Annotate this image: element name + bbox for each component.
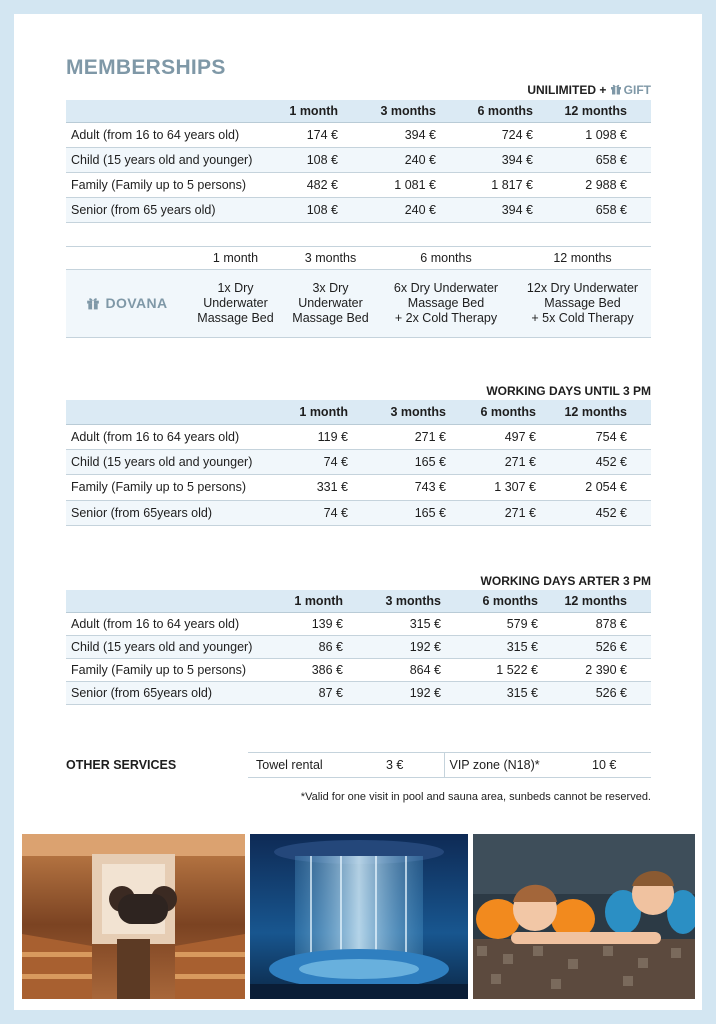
row-label: Family (Family up to 5 persons) bbox=[66, 658, 266, 681]
header-cell: 3 months bbox=[372, 400, 470, 424]
row-label: Adult (from 16 to 64 years old) bbox=[66, 424, 266, 449]
table-row bbox=[66, 424, 651, 449]
other-services-table bbox=[248, 752, 651, 778]
table-header-row bbox=[66, 590, 651, 612]
kids-in-pool-photo bbox=[473, 834, 695, 999]
service-name: VIP zone (N18)* bbox=[444, 753, 582, 778]
price-cell: 139 € bbox=[266, 612, 367, 635]
price-cell: 482 € bbox=[266, 172, 362, 197]
price-cell: 2 988 € bbox=[557, 172, 651, 197]
price-cell: 1 098 € bbox=[557, 122, 651, 147]
price-cell: 240 € bbox=[362, 147, 460, 172]
table-header-row bbox=[66, 100, 651, 122]
footnote: *Valid for one visit in pool and sauna area, sunbeds cannot be reserved. bbox=[300, 791, 651, 803]
unlimited-table bbox=[66, 100, 651, 223]
price-cell: 315 € bbox=[465, 635, 562, 658]
header-cell bbox=[66, 247, 188, 270]
header-cell: 12 months bbox=[562, 590, 651, 612]
row-label: Child (15 years old and younger) bbox=[66, 635, 266, 658]
dovana-row bbox=[66, 270, 651, 338]
price-cell: 394 € bbox=[460, 197, 557, 222]
gift-icon bbox=[86, 296, 100, 310]
header-cell: 6 months bbox=[470, 400, 560, 424]
dovana-line: Massage Bed bbox=[292, 311, 369, 325]
gift-icon bbox=[610, 83, 622, 95]
table-row bbox=[66, 612, 651, 635]
dovana-line: Underwater bbox=[298, 296, 363, 310]
dovana-line: Massage Bed bbox=[407, 296, 485, 310]
unlimited-caption bbox=[527, 83, 651, 97]
price-cell: 165 € bbox=[372, 449, 470, 474]
header-cell bbox=[66, 100, 266, 122]
row-label: Senior (from 65years old) bbox=[66, 500, 266, 525]
price-cell: 271 € bbox=[470, 500, 560, 525]
header-cell: 3 months bbox=[367, 590, 465, 612]
table-row bbox=[66, 474, 651, 500]
price-cell: 74 € bbox=[266, 500, 372, 525]
price-cell: 108 € bbox=[266, 147, 362, 172]
price-cell: 878 € bbox=[562, 612, 651, 635]
price-cell: 452 € bbox=[560, 449, 651, 474]
table-row bbox=[66, 197, 651, 222]
until3-table bbox=[66, 400, 651, 526]
header-cell: 1 month bbox=[188, 247, 283, 270]
service-name: Towel rental bbox=[248, 753, 376, 778]
header-cell: 6 months bbox=[378, 247, 514, 270]
header-cell: 12 months bbox=[557, 100, 651, 122]
row-label: Adult (from 16 to 64 years old) bbox=[66, 612, 266, 635]
price-cell: 394 € bbox=[460, 147, 557, 172]
price-cell: 2 054 € bbox=[560, 474, 651, 500]
price-cell: 452 € bbox=[560, 500, 651, 525]
price-cell: 87 € bbox=[266, 681, 367, 704]
water-curtain-photo bbox=[250, 834, 468, 999]
dovana-cell bbox=[514, 270, 651, 338]
table-row bbox=[66, 658, 651, 681]
after3-caption: WORKING DAYS ARTER 3 PM bbox=[480, 574, 651, 588]
table-row bbox=[66, 500, 651, 525]
dovana-cell bbox=[283, 270, 378, 338]
price-cell: 864 € bbox=[367, 658, 465, 681]
header-cell: 3 months bbox=[283, 247, 378, 270]
price-cell: 240 € bbox=[362, 197, 460, 222]
row-label: Senior (from 65years old) bbox=[66, 681, 266, 704]
price-cell: 119 € bbox=[266, 424, 372, 449]
until3-caption: WORKING DAYS UNTIL 3 PM bbox=[486, 384, 651, 398]
price-cell: 394 € bbox=[362, 122, 460, 147]
dovana-label bbox=[66, 270, 188, 338]
header-cell: 6 months bbox=[465, 590, 562, 612]
header-cell: 1 month bbox=[266, 590, 367, 612]
dovana-cell bbox=[188, 270, 283, 338]
dovana-line: 3x Dry bbox=[312, 281, 349, 295]
table-row bbox=[66, 635, 651, 658]
service-row bbox=[248, 753, 651, 778]
table-row bbox=[66, 681, 651, 704]
dovana-label-text: DOVANA bbox=[105, 295, 168, 311]
header-cell: 1 month bbox=[266, 100, 362, 122]
header-cell bbox=[66, 590, 266, 612]
price-cell: 315 € bbox=[465, 681, 562, 704]
header-cell: 12 months bbox=[514, 247, 651, 270]
dovana-line: 6x Dry Underwater bbox=[393, 281, 499, 295]
price-cell: 526 € bbox=[562, 681, 651, 704]
price-cell: 74 € bbox=[266, 449, 372, 474]
price-cell: 1 307 € bbox=[470, 474, 560, 500]
dovana-line: + 2x Cold Therapy bbox=[394, 311, 498, 325]
page-title: MEMBERSHIPS bbox=[66, 56, 226, 79]
header-cell bbox=[66, 400, 266, 424]
service-price: 10 € bbox=[582, 753, 651, 778]
price-cell: 192 € bbox=[367, 681, 465, 704]
gift-word: GIFT bbox=[623, 83, 651, 97]
price-cell: 192 € bbox=[367, 635, 465, 658]
row-label: Family (Family up to 5 persons) bbox=[66, 172, 266, 197]
price-cell: 754 € bbox=[560, 424, 651, 449]
header-cell: 1 month bbox=[266, 400, 372, 424]
header-cell: 3 months bbox=[362, 100, 460, 122]
table-row bbox=[66, 147, 651, 172]
price-cell: 658 € bbox=[557, 197, 651, 222]
after3-table bbox=[66, 590, 651, 705]
price-cell: 724 € bbox=[460, 122, 557, 147]
table-row bbox=[66, 449, 651, 474]
price-cell: 2 390 € bbox=[562, 658, 651, 681]
price-cell: 331 € bbox=[266, 474, 372, 500]
dovana-line: 1x Dry bbox=[217, 281, 254, 295]
price-cell: 497 € bbox=[470, 424, 560, 449]
row-label: Child (15 years old and younger) bbox=[66, 449, 266, 474]
price-cell: 271 € bbox=[372, 424, 470, 449]
unlimited-caption-text: UNILIMITED + bbox=[527, 83, 610, 97]
dovana-line: Massage Bed bbox=[197, 311, 274, 325]
price-list-page bbox=[14, 14, 702, 1010]
price-cell: 579 € bbox=[465, 612, 562, 635]
table-row bbox=[66, 172, 651, 197]
price-cell: 1 817 € bbox=[460, 172, 557, 197]
price-cell: 271 € bbox=[470, 449, 560, 474]
price-cell: 1 081 € bbox=[362, 172, 460, 197]
sauna-photo bbox=[22, 834, 245, 999]
price-cell: 1 522 € bbox=[465, 658, 562, 681]
header-cell: 6 months bbox=[460, 100, 557, 122]
dovana-line: + 5x Cold Therapy bbox=[531, 311, 634, 325]
price-cell: 108 € bbox=[266, 197, 362, 222]
price-cell: 86 € bbox=[266, 635, 367, 658]
table-header-row bbox=[66, 400, 651, 424]
table-row bbox=[66, 122, 651, 147]
price-cell: 174 € bbox=[266, 122, 362, 147]
dovana-line: 12x Dry Underwater bbox=[526, 281, 639, 295]
price-cell: 526 € bbox=[562, 635, 651, 658]
row-label: Child (15 years old and younger) bbox=[66, 147, 266, 172]
dovana-table bbox=[66, 246, 651, 338]
dovana-line: Massage Bed bbox=[544, 296, 621, 310]
other-services-label: OTHER SERVICES bbox=[66, 758, 177, 772]
price-cell: 315 € bbox=[367, 612, 465, 635]
price-cell: 386 € bbox=[266, 658, 367, 681]
row-label: Adult (from 16 to 64 years old) bbox=[66, 122, 266, 147]
dovana-cell bbox=[378, 270, 514, 338]
price-cell: 165 € bbox=[372, 500, 470, 525]
service-price: 3 € bbox=[376, 753, 444, 778]
price-cell: 743 € bbox=[372, 474, 470, 500]
dovana-line: Underwater bbox=[203, 296, 268, 310]
price-cell: 658 € bbox=[557, 147, 651, 172]
row-label: Senior (from 65 years old) bbox=[66, 197, 266, 222]
row-label: Family (Family up to 5 persons) bbox=[66, 474, 266, 500]
dovana-header-row bbox=[66, 247, 651, 270]
header-cell: 12 months bbox=[560, 400, 651, 424]
